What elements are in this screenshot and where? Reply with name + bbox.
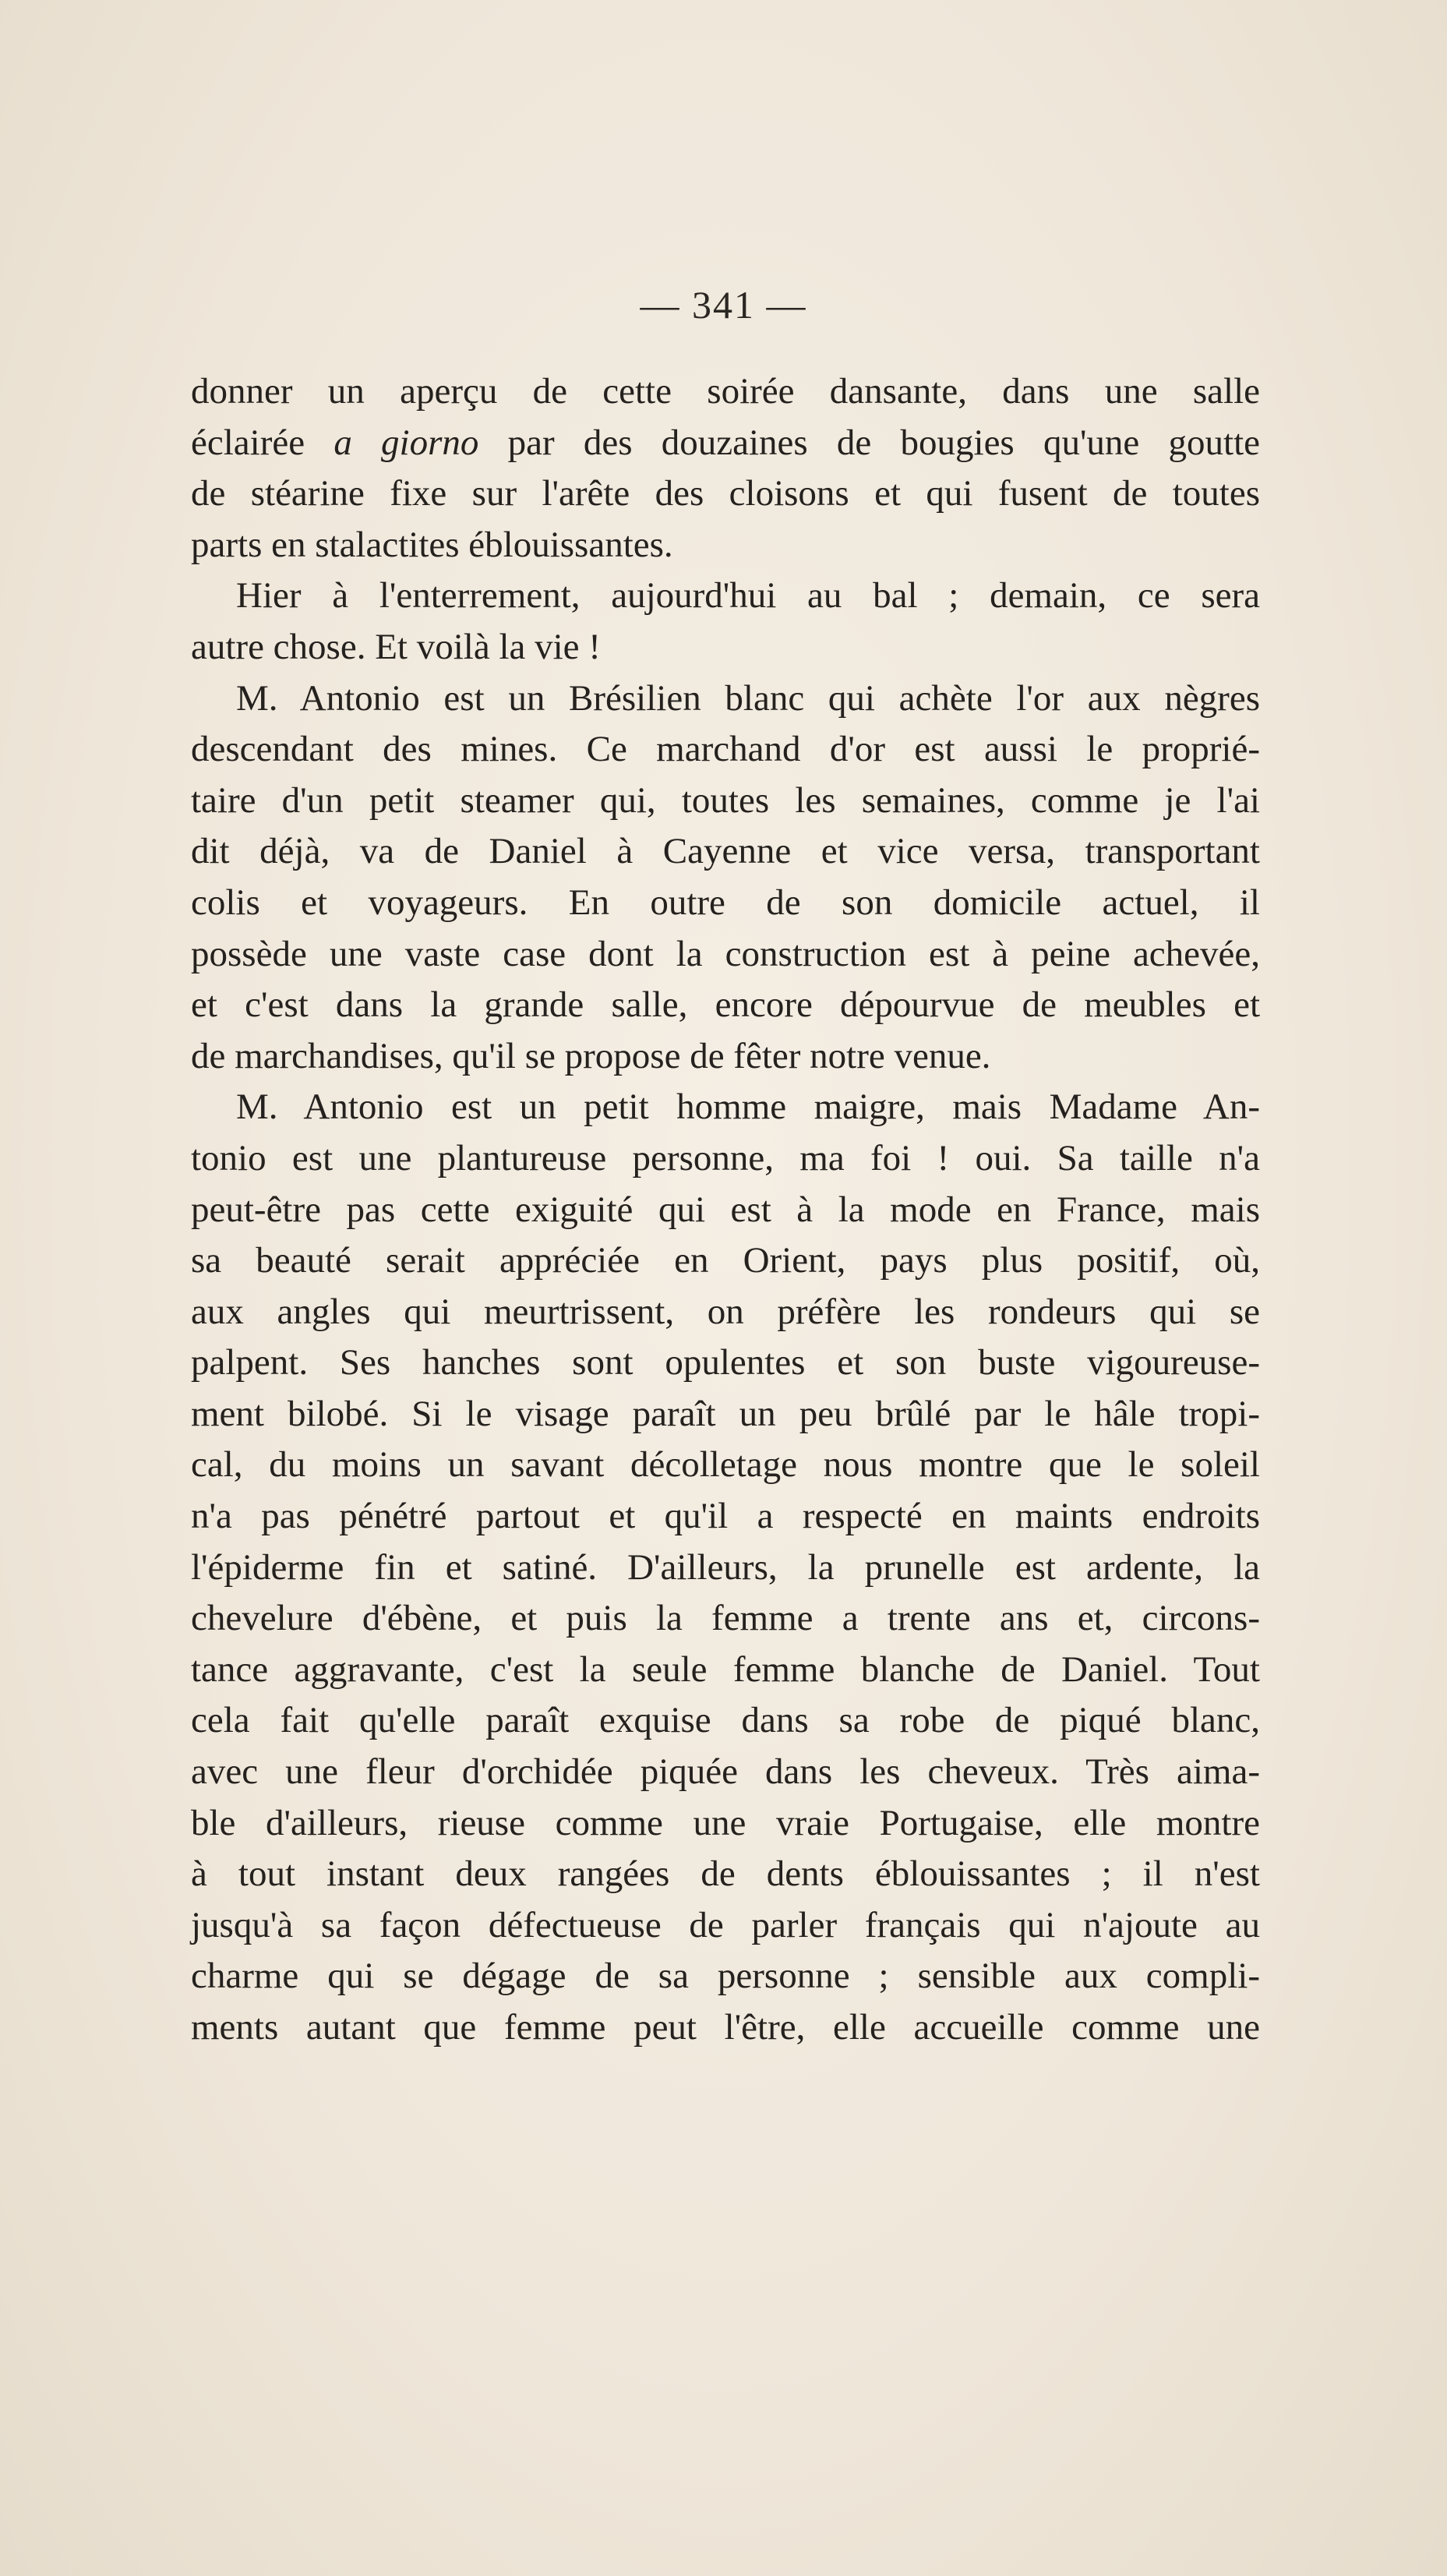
text-line: sa beauté serait appréciée en Orient, pays plus positif, où,	[191, 1240, 1260, 1281]
text-line: chevelure d'ébène, et puis la femme a trente ans et, circons-	[191, 1598, 1260, 1639]
text-line: descendant des mines. Ce marchand d'or est aussi le proprié-	[191, 729, 1260, 770]
text-line: cal, du moins un savant décolletage nous montre que le soleil	[191, 1444, 1260, 1486]
text-line: taire d'un petit steamer qui, toutes les semaines, comme je l'ai	[191, 779, 1260, 821]
text-line: peut-être pas cette exiguité qui est à la mode en France, mais	[191, 1189, 1260, 1230]
text-line: colis et voyageurs. En outre de son domicile actuel, il	[191, 882, 1260, 923]
text-line: aux angles qui meurtrissent, on préfère les rondeurs qui se	[191, 1291, 1260, 1332]
text-line: jusqu'à sa façon défectueuse de parler français qui n'ajoute au	[191, 1904, 1260, 1945]
text-line: charme qui se dégage de sa personne ; sensible aux compli-	[191, 1956, 1260, 1997]
body-text	[191, 366, 1260, 2054]
paragraph	[191, 571, 1260, 673]
paragraph	[191, 1082, 1260, 2053]
text-line: possède une vaste case dont la construction est à peine achevée,	[191, 933, 1260, 974]
text-line: dit déjà, va de Daniel à Cayenne et vice versa, transportant	[191, 831, 1260, 872]
text-line: palpent. Ses hanches sont opulentes et son buste vigoureuse-	[191, 1342, 1260, 1383]
text-line: ble d'ailleurs, rieuse comme une vraie Portugaise, elle montre	[191, 1802, 1260, 1843]
text-line: n'a pas pénétré partout et qu'il a respecté en maints endroits	[191, 1496, 1260, 1537]
text-line: tance aggravante, c'est la seule femme blanche de Daniel. Tout	[191, 1648, 1260, 1690]
text-line: tonio est une plantureuse personne, ma foi ! oui. Sa taille n'a	[191, 1137, 1260, 1178]
text-line: donner un aperçu de cette soirée dansante, dans une salle	[191, 371, 1260, 412]
text-line: ments autant que femme peut l'être, elle accueille comme une	[191, 2007, 1260, 2048]
text-line: M. Antonio est un Brésilien blanc qui achète l'or aux nègres	[236, 677, 1260, 719]
text-line: cela fait qu'elle paraît exquise dans sa robe de piqué blanc,	[191, 1700, 1260, 1741]
text-line: de marchandises, qu'il se propose de fêter notre venue.	[191, 1035, 991, 1076]
text-line: M. Antonio est un petit homme maigre, mais Madame An-	[236, 1087, 1260, 1128]
page-number: — 341 —	[640, 283, 807, 327]
text-line: éclairée a giorno par des douzaines de bougies qu'une goutte	[191, 422, 1260, 463]
text-line: à tout instant deux rangées de dents éblouissantes ; il n'est	[191, 1853, 1260, 1895]
text-line: et c'est dans la grande salle, encore dépourvue de meubles et	[191, 984, 1260, 1026]
text-line: de stéarine fixe sur l'arête des cloisons et qui fusent de toutes	[191, 473, 1260, 514]
italic-phrase: a giorno	[334, 422, 479, 463]
text-line: Hier à l'enterrement, aujourd'hui au bal ; demain, ce sera	[236, 575, 1260, 617]
text-line: ment bilobé. Si le visage paraît un peu brûlé par le hâle tropi-	[191, 1393, 1260, 1434]
text-line: autre chose. Et voilà la vie !	[191, 626, 601, 667]
paragraph	[191, 366, 1260, 571]
text-line: parts en stalactites éblouissantes.	[191, 524, 673, 565]
text-line: l'épiderme fin et satiné. D'ailleurs, la prunelle est ardente, la	[191, 1546, 1260, 1588]
paragraph	[191, 673, 1260, 1083]
text-line: avec une fleur d'orchidée piquée dans les cheveux. Très aima-	[191, 1751, 1260, 1793]
